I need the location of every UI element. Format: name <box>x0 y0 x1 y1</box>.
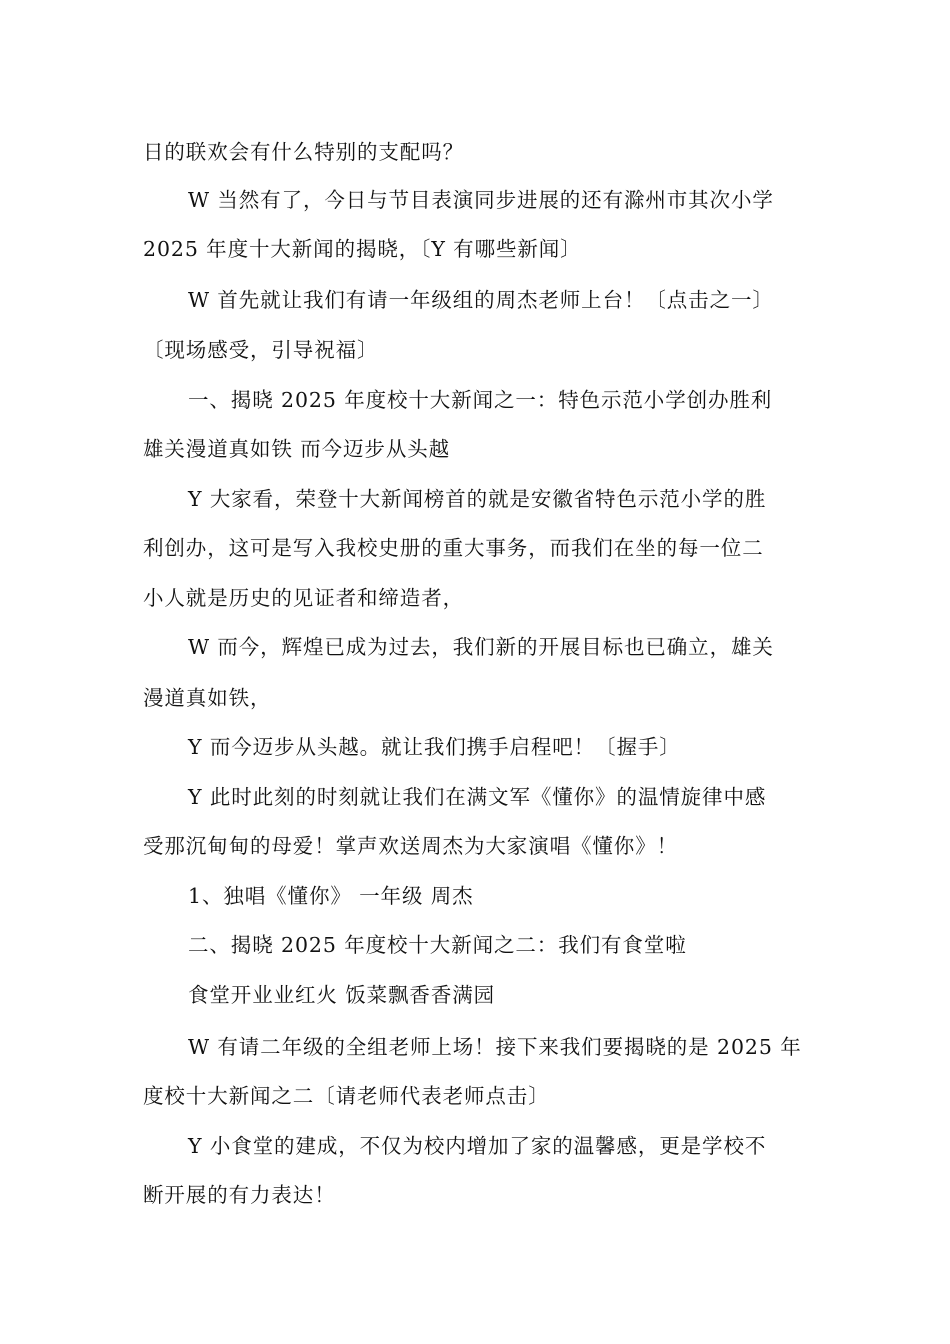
text-line: 雄关漫道真如铁 而今迈步从头越 <box>143 437 451 461</box>
text-line: 日的联欢会有什么特别的支配吗？ <box>143 140 464 164</box>
text-line: 受那沉甸甸的母爱！掌声欢送周杰为大家演唱《懂你》！ <box>143 834 678 858</box>
text-line: W 首先就让我们有请一年级组的周杰老师上台！〔点击之一〕 <box>188 288 774 312</box>
text-line: W 有请二年级的全组老师上场！接下来我们要揭晓的是 2025 年 <box>188 1035 802 1059</box>
text-line: 1、独唱《懂你》 一年级 周杰 <box>188 884 474 908</box>
text-line: 小人就是历史的见证者和缔造者， <box>143 586 464 610</box>
text-line: 度校十大新闻之二〔请老师代表老师点击〕 <box>143 1084 550 1108</box>
text-line: 食堂开业业红火 饭菜飘香香满园 <box>188 983 496 1007</box>
text-line: 二、揭晓 2025 年度校十大新闻之二：我们有食堂啦 <box>188 933 687 957</box>
text-line: Y 大家看，荣登十大新闻榜首的就是安徽省特色示范小学的胜 <box>188 487 767 511</box>
text-line: 一、揭晓 2025 年度校十大新闻之一：特色示范小学创办胜利 <box>188 388 773 412</box>
text-line: 断开展的有力表达！ <box>143 1183 336 1207</box>
text-line: 2025 年度十大新闻的揭晓，〔Y 有哪些新闻〕 <box>143 237 582 261</box>
text-line: W 而今，辉煌已成为过去，我们新的开展目标也已确立，雄关 <box>188 635 774 659</box>
text-line: Y 此时此刻的时刻就让我们在满文军《懂你》的温情旋律中感 <box>188 785 767 809</box>
text-line: Y 小食堂的建成，不仅为校内增加了家的温馨感，更是学校不 <box>188 1134 767 1158</box>
text-line: 漫道真如铁， <box>143 686 272 710</box>
text-line: Y 而今迈步从头越。就让我们携手启程吧！〔握手〕 <box>188 735 681 759</box>
text-line: 〔现场感受，引导祝福〕 <box>143 338 379 362</box>
text-line: 利创办，这可是写入我校史册的重大事务，而我们在坐的每一位二 <box>143 536 764 560</box>
text-line: W 当然有了，今日与节目表演同步进展的还有滁州市其次小学 <box>188 188 774 212</box>
